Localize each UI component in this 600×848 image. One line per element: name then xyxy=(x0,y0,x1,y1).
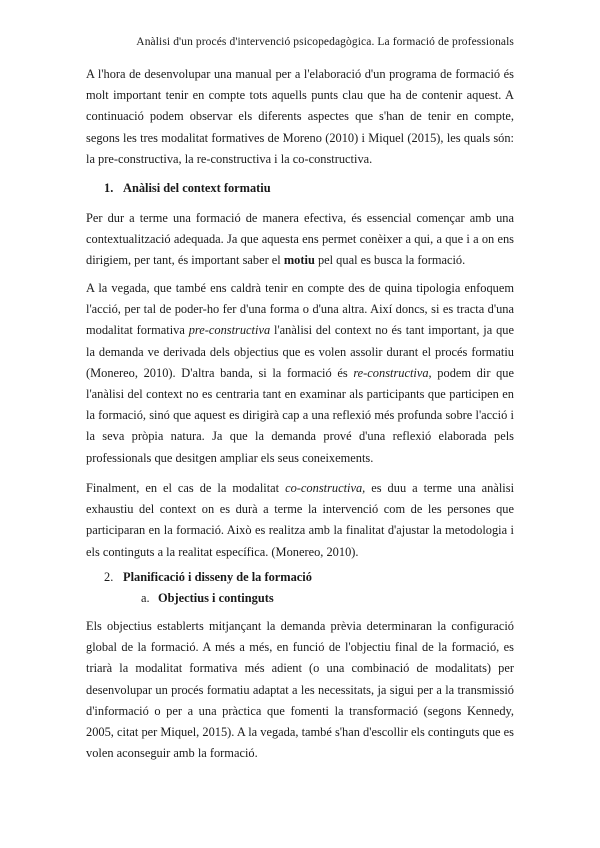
subsection-a-title: Objectius i continguts xyxy=(158,591,274,605)
paragraph-modalities xyxy=(86,278,514,469)
p2-italic-re-constructiva: re-constructiva, xyxy=(353,365,432,380)
p1-text-before: Per dur a terme una formació de manera efectiva, és essencial començar amb una contextualització adequada. Ja que aquesta ens permet conèixer a qui, a que i a on ens dirigiem, per tant, és important saber el xyxy=(86,211,514,268)
paragraph-co-constructive xyxy=(86,478,514,563)
p1-text-after: pel qual es busca la formació. xyxy=(314,253,466,268)
p1-bold-motiu: motiu xyxy=(283,253,315,268)
running-header: Anàlisi d'un procés d'intervenció psicopedagògica. La formació de professionals xyxy=(136,36,514,48)
p2-text-1: A la vegada, que també ens caldrà tenir en compte des de quina tipologia enfoquem l'acció, per tal de poder-ho fer d'una forma o d'una altra. Així doncs, si es tracta d'una modalitat formativa xyxy=(86,281,514,338)
paragraph-context-motive xyxy=(86,208,514,272)
p2-italic-pre-constructiva: pre-constructiva xyxy=(188,323,271,338)
subsection-a-letter: a. xyxy=(141,591,150,605)
p3-text-1: Finalment, en el cas de la modalitat xyxy=(86,481,286,495)
p3-italic-co-constructiva: co-constructiva, xyxy=(285,481,366,495)
section-1-title: Anàlisi del context formatiu xyxy=(123,181,271,195)
section-2-heading xyxy=(104,570,312,585)
section-2-number: 2. xyxy=(104,570,114,584)
p3-text-2: es duu a terme una anàlisi exhaustiu del context on es durà a terme la intervenció com de les persones que participaran en la formació. Això es realitza amb la finalitat d'ajustar la metodologia i els continguts a la realitat específica. (Monereo, 2010). xyxy=(86,481,515,559)
section-1-number: 1. xyxy=(104,181,114,195)
p2-text-3: podem dir que l'anàlisi del context no es centraria tant en examinar als participants que participen en la formació, sinó que aquest es dirigirà cap a una reflexió més profunda sobre l'acció i la seva pròpia natura. Ja que la demanda prové d'una reflexió elaborada pels professionals que desitgen ampliar els seus coneixements. xyxy=(86,365,514,465)
p2-text-2: l'anàlisi del context no és tant important, ja que la demanda ve derivada dels objectius que es volen assolir durant el procés formatiu (Monereo, 2010). D'altra banda, si la formació és xyxy=(86,323,514,380)
paragraph-objectives: Els objectius establerts mitjançant la demanda prèvia determinaran la configuració global de la formació. A més a més, en funció de l'objectiu final de la formació, es triarà la modalitat formativa més adient (o una combinació de modalitats) per desenvolupar un procés formatiu adaptat a les necessitats, ja sigui per a la transmissió d'informació o per a una pràctica que fomenti la transformació (segons Kennedy, 2005, citat per Miquel, 2015). A la vegada, també s'han d'escollir els continguts que es volen aconseguir amb la formació. xyxy=(86,619,514,761)
subsection-a-heading xyxy=(141,591,274,606)
section-2-title: Planificació i disseny de la formació xyxy=(123,570,312,584)
intro-paragraph: A l'hora de desenvolupar una manual per a l'elaboració d'un programa de formació és molt important tenir en compte tots aquells punts clau que ha de contenir aquest. A continuació podem observar els diferents aspectes que s'han de tenir en compte, segons les tres modalitat formatives de Moreno (2010) i Miquel (2015), les quals són: la pre-constructiva, la re-constructiva i la co-constructiva. xyxy=(86,67,514,166)
section-1-heading xyxy=(104,181,271,196)
